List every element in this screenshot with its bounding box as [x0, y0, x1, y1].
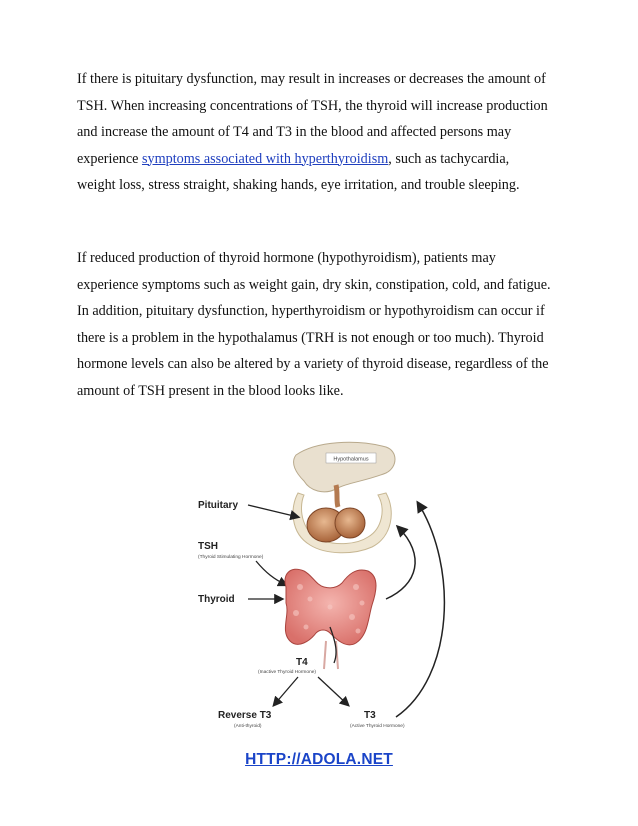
tsh-label: TSH [198, 541, 218, 552]
t4-label: T4 [296, 657, 308, 668]
pituitary-label: Pituitary [198, 500, 239, 511]
paragraph-line [77, 146, 567, 173]
pituitary-posterior-lobe [335, 508, 365, 538]
t3-feedback-arrow [396, 503, 444, 717]
t4-to-t3-arrow [318, 677, 348, 705]
thyroid-feedback-arrow [386, 527, 415, 599]
paragraph-line: In addition, pituitary dysfunction, hyperthyroidism or hypothyroidism can occur if [77, 303, 545, 319]
hypothalamus-label: Hypothalamus [333, 456, 369, 463]
text-segment: , such as tachycardia, [388, 150, 510, 167]
thyroid-label: Thyroid [198, 594, 235, 605]
paragraph-line: If reduced production of thyroid hormone (hypothyroidism), patients may [77, 250, 496, 266]
t4-sublabel: (Inactive Thyroid Hormone) [258, 670, 317, 675]
pituitary-pointer-arrow [248, 505, 298, 517]
paragraph-line: there is a problem in the hypothalamus (TRH is not enough or too much). Thyroid [77, 329, 544, 346]
paragraph-line: If there is pituitary dysfunction, may result in increases or decreases the amount of [77, 71, 546, 87]
hypothalamus-shape [294, 442, 395, 491]
paragraph-line: hormone levels can also be altered by a variety of thyroid disease, regardless of the [77, 356, 549, 372]
t3-label: T3 [364, 710, 376, 721]
paragraph-line: TSH. When increasing concentrations of TSH, the thyroid will increase production [77, 97, 548, 114]
t4-to-reverse-t3-arrow [274, 677, 298, 705]
paragraph-pituitary-dysfunction [77, 66, 567, 199]
paragraph-hypothyroidism [77, 245, 567, 404]
thyroid-diagram-svg [186, 437, 462, 735]
paragraph-line: weight loss, stress straight, shaking hands, eye irritation, and trouble sleeping. [77, 177, 520, 193]
tsh-sublabel: (Thyroid Stimulating Hormone) [198, 555, 264, 560]
reverse-t3-label: Reverse T3 [218, 710, 272, 721]
paragraph-line: experience symptoms such as weight gain, dry skin, constipation, cold, and fatigue. [77, 276, 551, 293]
text-segment: experience [77, 150, 142, 167]
paragraph-line: amount of TSH present in the blood looks like. [77, 382, 344, 399]
thyroid-axis-diagram [186, 437, 462, 735]
t3-sublabel: (Active Thyroid Hormone) [350, 724, 405, 729]
reverse-t3-sublabel: (Anti-thyroid) [234, 724, 262, 729]
tsh-arrow [256, 561, 286, 585]
pituitary-stalk [336, 485, 338, 507]
hyperthyroidism-symptoms-link[interactable]: symptoms associated with hyperthyroidism [141, 150, 389, 167]
paragraph-line: and increase the amount of T4 and T3 in the blood and affected persons may [77, 124, 512, 140]
footer-url[interactable]: HTTP://ADOLA.NET [245, 751, 393, 768]
